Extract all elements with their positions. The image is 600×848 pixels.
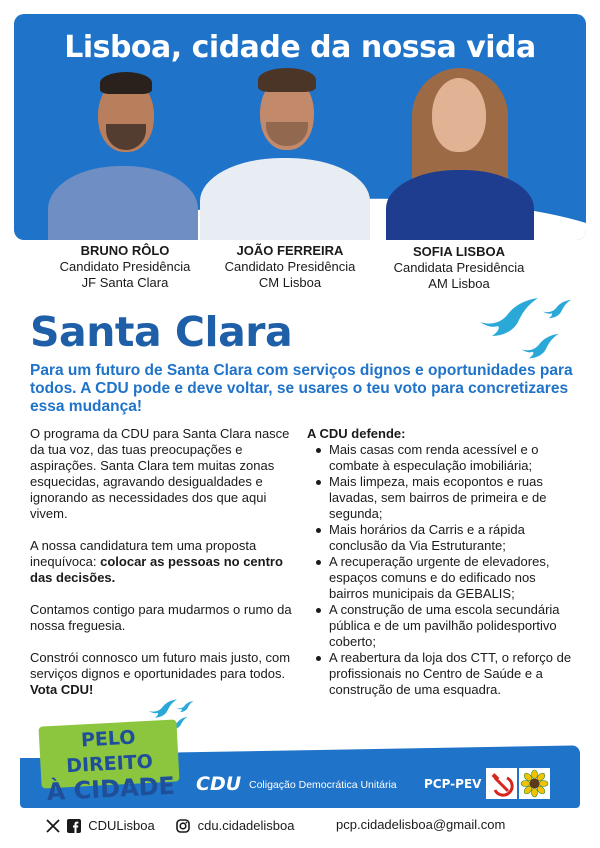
swallow-icon — [542, 298, 572, 320]
contact-social — [46, 817, 155, 833]
instagram-handle[interactable]: cdu.cidadelisboa — [197, 818, 295, 834]
closing-paragraph: Constrói connosco um futuro mais justo, com serviços dignos e oportunidades para todos. Vota CDU! — [30, 650, 291, 697]
list-item: Mais limpeza, mais ecopontos e ruas lavadas, sem bairros de primeira e de segunda; — [307, 474, 577, 522]
proposal-paragraph: A nossa candidatura tem uma proposta inequívoca: colocar as pessoas no centro das decisões. — [30, 538, 283, 585]
list-item: A construção de uma escola secundária pública e de um pavilhão polidesportivo coberto; — [307, 602, 577, 650]
candidate-photo-sofia — [380, 60, 540, 240]
facebook-icon[interactable] — [67, 819, 81, 833]
candidate-name: BRUNO RÔLO — [80, 243, 170, 258]
instagram-icon[interactable] — [176, 819, 190, 833]
sunflower-icon — [519, 768, 550, 799]
candidate-body: CM Lisboa — [258, 275, 322, 290]
badge-line-2: À CIDADE — [46, 771, 176, 807]
slogan-badge — [38, 719, 179, 807]
proposal-emphasis: colocar as pessoas no centro das decisões. — [30, 554, 283, 585]
candidate-photo-joao — [200, 58, 370, 240]
contact-instagram — [176, 817, 294, 833]
list-item: A recuperação urgente de elevadores, espaços comuns e do edificado nos bairros municipais da GEBALIS; — [307, 554, 577, 602]
candidate-role: Candidata Presidência — [393, 260, 525, 275]
candidate-role: Candidato Presidência — [224, 259, 356, 274]
swallow-icon — [520, 332, 560, 360]
candidate-bruno — [40, 243, 210, 291]
candidate-name: JOÃO FERREIRA — [236, 243, 344, 258]
swallow-icon — [176, 700, 194, 713]
cdu-logo: CDU — [196, 773, 242, 795]
candidate-sofia — [375, 244, 543, 292]
candidate-body: JF Santa Clara — [81, 275, 169, 290]
defends-heading: A CDU defende: — [307, 426, 406, 441]
intro-column — [30, 426, 292, 698]
place-heading: Santa Clara — [30, 308, 293, 356]
badge-line-1: PELO DIREITO — [65, 726, 154, 778]
social-handle[interactable]: CDULisboa — [88, 818, 155, 834]
count-on-you-paragraph: Contamos contigo para mudarmos o rumo da nossa freguesia. — [30, 602, 292, 633]
page-title: Lisboa, cidade da nossa vida — [64, 30, 536, 65]
hammer-sickle-icon — [486, 768, 517, 799]
x-icon[interactable] — [46, 819, 60, 833]
list-item: A reabertura da loja dos CTT, o reforço de profissionais no Centro de Saúde e a construção de uma esquadra. — [307, 650, 577, 698]
list-item: Mais casas com renda acessível e o combate à especulação imobiliária; — [307, 442, 577, 474]
candidate-name: SOFIA LISBOA — [413, 244, 505, 259]
coalition-name: Coligação Democrática Unitária — [249, 779, 397, 791]
candidate-role: Candidato Presidência — [59, 259, 191, 274]
parties-label: PCP-PEV — [424, 777, 482, 791]
contact-email[interactable]: pcp.cidadelisboa@gmail.com — [336, 817, 506, 832]
candidate-body: AM Lisboa — [428, 276, 490, 291]
candidate-photo-bruno — [48, 62, 198, 240]
list-item: Mais horários da Carris e a rápida conclusão da Via Estruturante; — [307, 522, 577, 554]
intro-paragraph: O programa da CDU para Santa Clara nasce da tua voz, das tuas preocupações e aspirações. Santa Clara tem muitas zonas esquecidas, agravando desigualdades e ignorando as necessidades dos que aqui vivem. — [30, 426, 290, 521]
defends-column — [307, 426, 577, 698]
vote-cta: Vota CDU! — [30, 682, 94, 697]
lead-text: Para um futuro de Santa Clara com serviços dignos e oportunidades para todos. A CDU pode e deve voltar, se usares o teu voto para concretizares essa mudança! — [30, 362, 573, 415]
defends-list — [307, 442, 577, 698]
candidate-joao — [205, 243, 375, 291]
